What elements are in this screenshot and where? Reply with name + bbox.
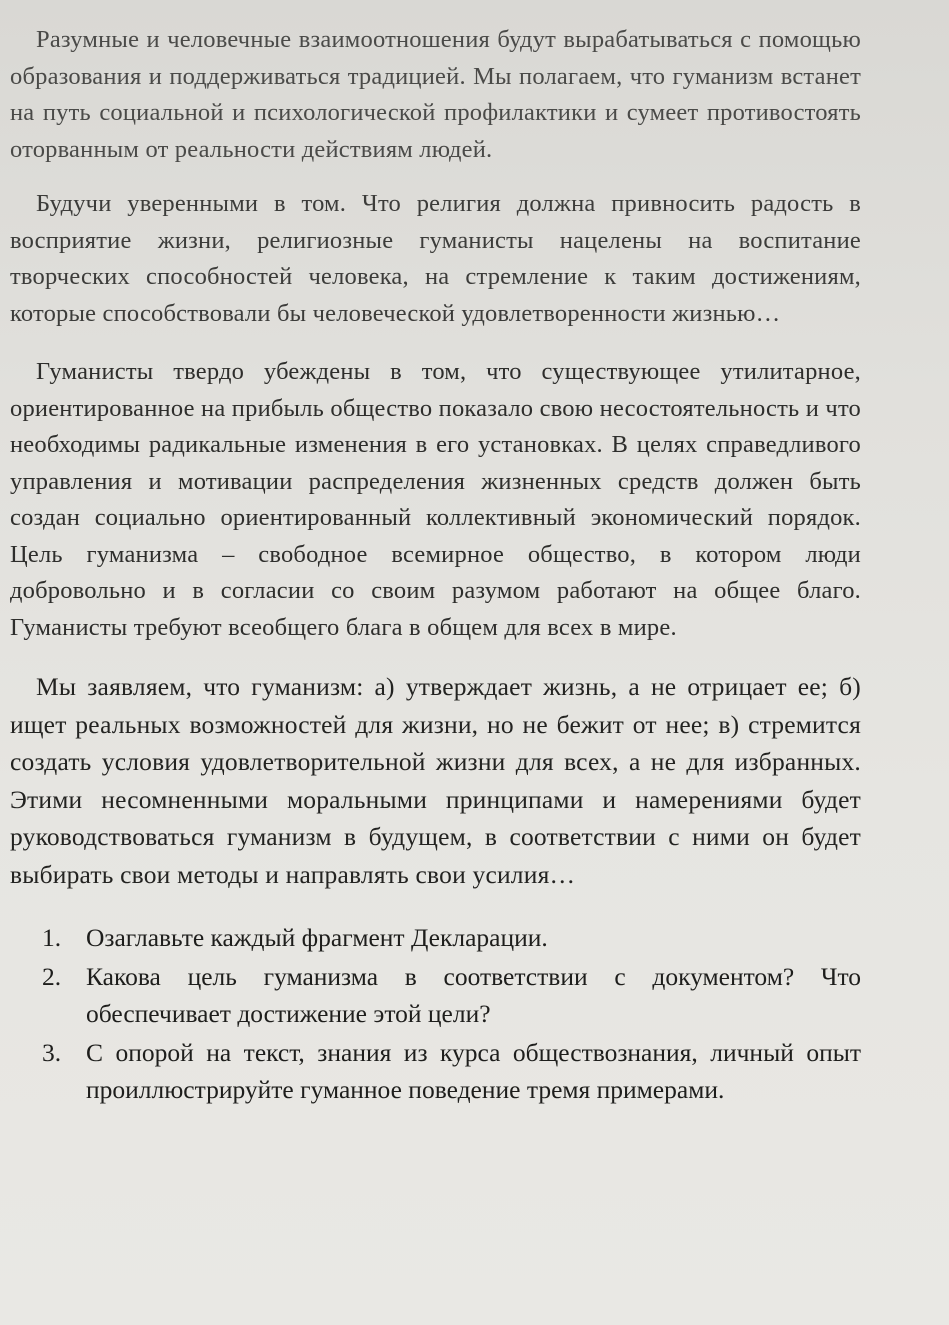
question-item (42, 919, 861, 956)
question-item (42, 1034, 861, 1108)
question-item (42, 958, 861, 1032)
question-text: Какова цель гуманизма в соответствии с документом? Что обеспечивает достижение этой цели? (86, 962, 861, 1028)
paragraph-social-order: Гуманисты твердо убеждены в том, что существующее утилитарное, ориентированное на прибыль общество показало свою несостоятельность и что необходимы радикальные изменения в его установках. В целях справедливого управления и мотивации распределения жизненных средств должен быть создан социально ориентированный коллективный экономический порядок. Цель гуманизма – свободное всемирное общество, в котором люди добровольно и в согласии со своим разумом работают на общее благо. Гуманисты требуют всеобщего блага в общем для всех в мире. (10, 358, 861, 641)
paragraph-religious-humanists: Будучи уверенными в том. Что религия должна привносить радость в восприятие жизни, религиозные гуманисты нацелены на воспитание творческих способностей человека, на стремление к таким достижениям, которые способствовали бы человеческой удовлетворенности жизнью… (10, 190, 861, 327)
question-number: 1. (42, 923, 62, 952)
question-number: 3. (42, 1038, 62, 1067)
question-text: С опорой на текст, знания из курса обществознания, личный опыт проиллюстрируйте гуманное поведение тремя примерами. (86, 1038, 861, 1104)
paragraph-declaration: Мы заявляем, что гуманизм: а) утверждает жизнь, а не отрицает ее; б) ищет реальных возможностей для жизни, но не бежит от нее; в) стремится создать условия удовлетворительной жизни для всех, а не для избранных. Этими несомненными моральными принципами и намерениями будет руководствоваться гуманизм в будущем, в соответствии с ними он будет выбирать свои методы и направлять свои усилия… (10, 672, 861, 889)
question-number: 2. (42, 962, 62, 991)
paragraph-education-tradition: Разумные и человечные взаимоотношения будут вырабатываться с помощью образования и поддерживаться традицией. Мы полагаем, что гуманизм встанет на путь социальной и психологической профилактики и сумеет противостоять оторванным от реальности действиям людей. (10, 26, 861, 163)
questions-list (10, 919, 861, 1108)
question-text: Озаглавьте каждый фрагмент Декларации. (86, 923, 548, 952)
